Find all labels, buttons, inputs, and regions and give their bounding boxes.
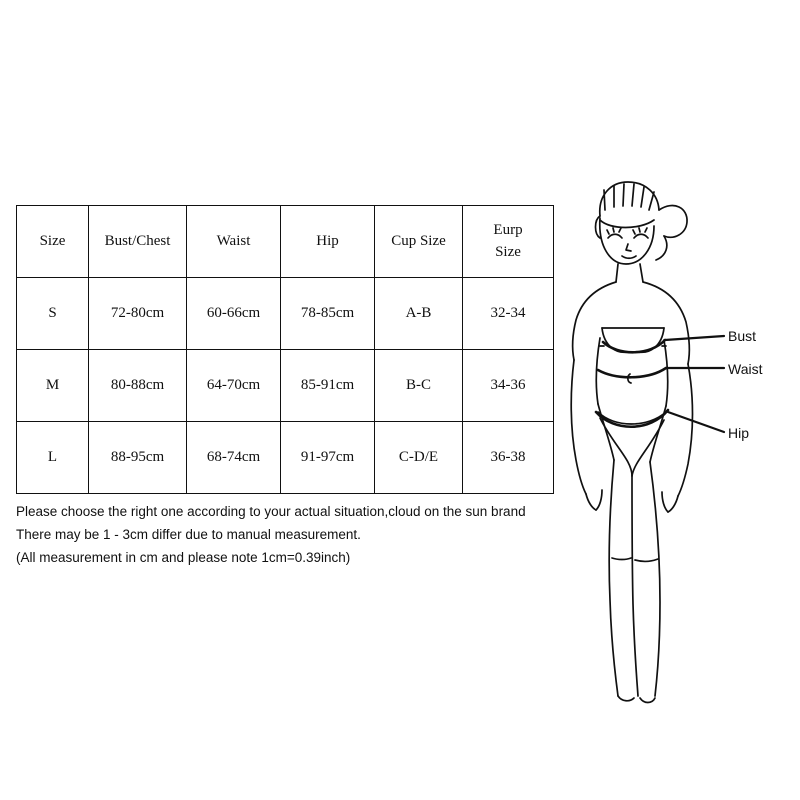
header-size: Size <box>17 206 89 278</box>
header-bust: Bust/Chest <box>89 206 187 278</box>
bust-band <box>603 340 665 352</box>
cell-bust: 72-80cm <box>89 278 187 350</box>
cell-cup: B-C <box>375 350 463 422</box>
cell-size: S <box>17 278 89 350</box>
cell-waist: 60-66cm <box>187 278 281 350</box>
body-figure-illustration <box>548 160 800 720</box>
cell-waist: 68-74cm <box>187 422 281 494</box>
cell-eurp: 36-38 <box>463 422 554 494</box>
cell-bust: 80-88cm <box>89 350 187 422</box>
header-eurp-line2: Size <box>495 243 521 260</box>
hip-leader <box>668 412 724 432</box>
table-row <box>17 350 554 422</box>
cell-eurp: 34-36 <box>463 350 554 422</box>
measurement-notes <box>16 500 576 570</box>
header-hip: Hip <box>281 206 375 278</box>
table-header-row <box>17 206 554 278</box>
cell-hip: 78-85cm <box>281 278 375 350</box>
header-cup-size: Cup Size <box>375 206 463 278</box>
note-line-3: (All measurement in cm and please note 1cm=0.39inch) <box>16 550 351 566</box>
size-chart-table <box>16 205 554 494</box>
note-line-1: Please choose the right one according to your actual situation,cloud on the sun brand <box>16 504 526 519</box>
label-waist: Waist <box>728 361 763 377</box>
female-figure-svg <box>548 160 800 720</box>
header-eurp-line1: Eurp <box>493 221 523 238</box>
cell-size: M <box>17 350 89 422</box>
table-row <box>17 278 554 350</box>
cell-hip: 85-91cm <box>281 350 375 422</box>
header-waist: Waist <box>187 206 281 278</box>
cell-cup: C-D/E <box>375 422 463 494</box>
label-bust: Bust <box>728 328 757 344</box>
header-eurp-size <box>463 206 554 278</box>
note-line-2: There may be 1 - 3cm differ due to manual measurement. <box>16 527 361 543</box>
table-row <box>17 422 554 494</box>
waist-band <box>598 368 666 377</box>
bust-leader <box>665 336 724 340</box>
cell-bust: 88-95cm <box>89 422 187 494</box>
cell-eurp: 32-34 <box>463 278 554 350</box>
cell-cup: A-B <box>375 278 463 350</box>
cell-hip: 91-97cm <box>281 422 375 494</box>
label-hip: Hip <box>728 425 750 441</box>
cell-size: L <box>17 422 89 494</box>
cell-waist: 64-70cm <box>187 350 281 422</box>
